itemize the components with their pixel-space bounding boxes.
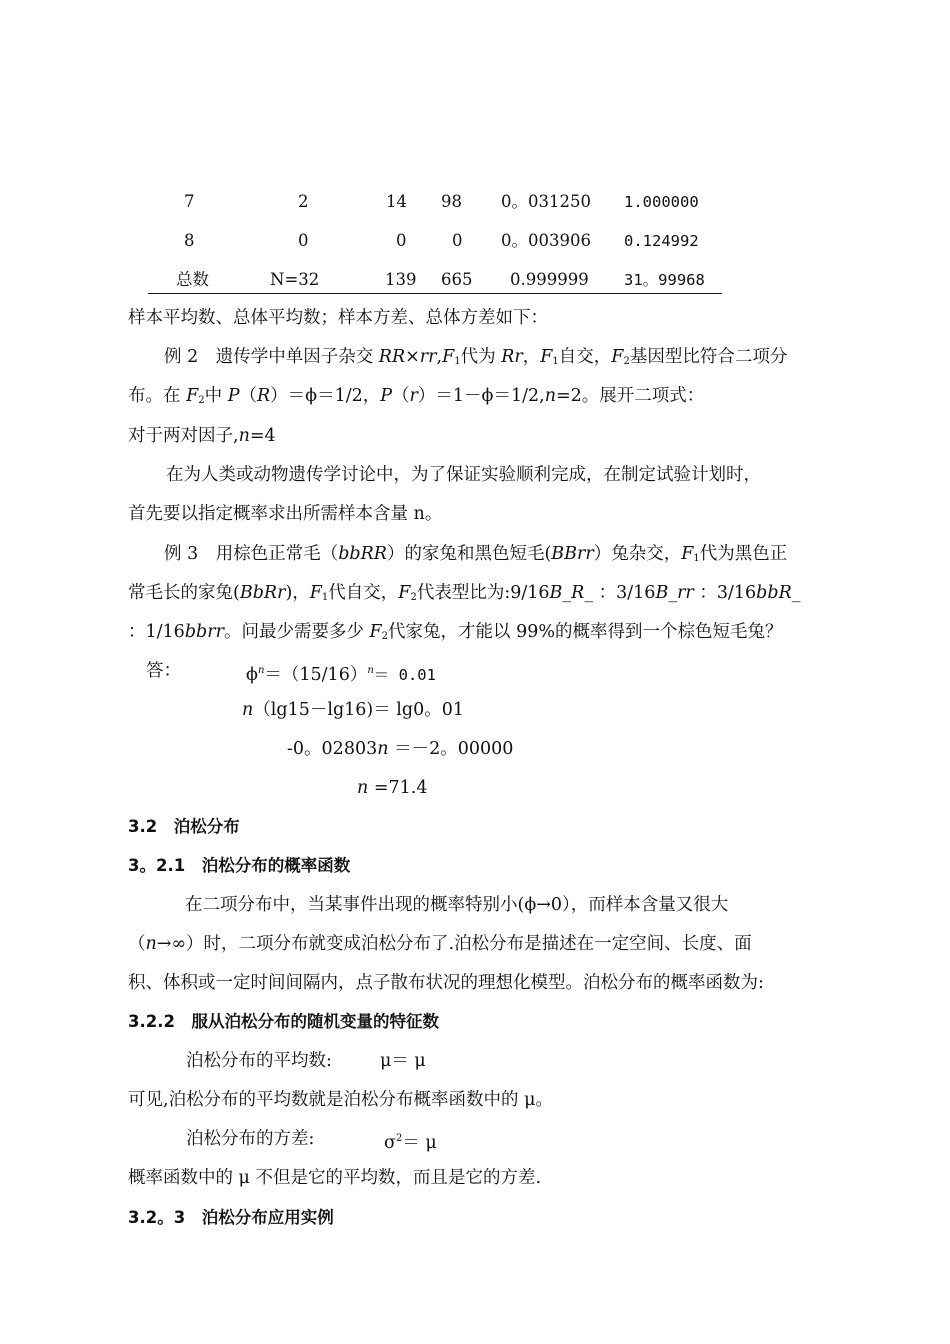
text-span: 2 — [410, 592, 417, 603]
text-span: 代为 — [460, 347, 502, 367]
text-span: 代自交， — [328, 583, 399, 603]
text-span: B_rr — [655, 583, 694, 603]
text-span: R — [256, 386, 271, 406]
equation-3 — [287, 738, 513, 760]
mean-equation: μ＝ μ — [380, 1051, 426, 1071]
mean-label: 泊松分布的平均数: — [186, 1051, 332, 1071]
text-span: （ — [128, 934, 146, 954]
text-span: ＝（15/16） — [264, 664, 368, 685]
text-span: F — [681, 544, 694, 564]
table-cell: 8 — [184, 231, 195, 250]
paragraph-poisson-2 — [128, 933, 752, 955]
table-cell: 665 — [441, 270, 473, 289]
text-span: →∞）时，二项分布就变成泊松分布了.泊松分布是描述在一定空间、长度、面 — [156, 934, 752, 954]
text-span: ＝－2。00000 — [388, 739, 514, 759]
table-cell: 98 — [441, 192, 462, 211]
table-cell: 31。99968 — [624, 271, 705, 289]
table-cell: 139 — [385, 270, 417, 289]
text-span: B_R_ — [549, 583, 594, 603]
example-3-line-1 — [164, 543, 787, 570]
text-span: 代表型比为:9/16 — [416, 583, 550, 603]
text-span: P — [227, 386, 240, 406]
section-heading-3-2-1: 3。2.1 泊松分布的概率函数 — [128, 856, 351, 875]
example-3-line-2 — [128, 582, 801, 609]
paragraph-sample-size-2: 首先要以指定概率求出所需样本含量 n。 — [128, 504, 443, 524]
text-span: F — [186, 386, 199, 406]
table-cell: 0 — [298, 231, 309, 250]
table-cell: 1.000000 — [624, 193, 699, 211]
text-span: F — [442, 347, 455, 367]
text-span: RR — [378, 347, 406, 367]
text-span: ， — [522, 347, 541, 367]
text-span: =2。展开二项式： — [555, 386, 705, 406]
variance-equation — [384, 1128, 437, 1154]
text-span: 2 — [395, 1133, 403, 1144]
paragraph-sample-size-1: 在为人类或动物遗传学讨论中，为了保证实验顺利完成，在制定试验计划时， — [166, 465, 761, 485]
text-span: 对于两对因子, — [128, 426, 239, 446]
text-span: F — [369, 622, 382, 642]
text-span: rr — [419, 347, 437, 367]
table-cell: 0 — [396, 231, 407, 250]
text-span: 2 — [623, 356, 630, 367]
text-span: σ — [384, 1132, 396, 1153]
table-cell: 2 — [298, 192, 309, 211]
table-cell: 0.124992 — [624, 232, 699, 250]
text-span: ：3/16 — [593, 583, 656, 603]
text-span: × — [405, 347, 420, 367]
text-span: ＝ 0.01 — [373, 665, 436, 684]
paragraph-poisson-3: 积、体积或一定时间间隔内，点子散布状况的理想化模型。泊松分布的概率函数为: — [128, 973, 764, 993]
text-span: 1 — [321, 592, 329, 603]
table-bottom-rule — [148, 293, 722, 294]
text-span: n — [544, 386, 556, 406]
variance-label: 泊松分布的方差: — [186, 1129, 315, 1149]
equation-2 — [242, 699, 464, 721]
text-span: 代为黑色正 — [699, 544, 788, 564]
paragraph-mean: 可见,泊松分布的平均数就是泊松分布概率函数中的 μ。 — [128, 1090, 553, 1110]
text-span: ）＝ϕ＝1/2， — [270, 386, 381, 406]
text-span: =4 — [249, 426, 276, 446]
text-span: n — [377, 739, 389, 759]
table-cell: 0。031250 — [501, 192, 591, 211]
text-span: 1 — [693, 553, 700, 564]
text-span: n — [357, 778, 369, 798]
text-span: n — [242, 700, 254, 720]
text-span: 2 — [198, 395, 205, 406]
text-span: 例 3 用棕色正常毛（ — [164, 544, 339, 564]
section-heading-3-2-3: 3.2。3 泊松分布应用实例 — [128, 1208, 334, 1227]
text-span: ＝ μ — [402, 1132, 437, 1153]
text-span: , — [436, 347, 443, 367]
text-span: -0。02803 — [287, 739, 378, 759]
text-span: （ — [392, 386, 410, 406]
text-span: )， — [285, 583, 310, 603]
table-cell: 14 — [386, 192, 407, 211]
text-span: ：3/16 — [693, 583, 757, 603]
text-span: 布。在 — [128, 386, 187, 406]
text-span: n — [145, 934, 157, 954]
text-span: F — [611, 347, 624, 367]
text-span: 1 — [454, 356, 461, 367]
text-span: 代家兔，才能以 99%的概率得到一个棕色短毛兔？ — [388, 622, 783, 642]
table-cell: 总数 — [176, 270, 209, 289]
text-span: 中 — [204, 386, 228, 406]
text-span: n — [367, 665, 374, 676]
paragraph-variance: 概率函数中的 μ 不但是它的平均数，而且是它的方差. — [128, 1168, 542, 1188]
text-span: r — [409, 386, 418, 406]
example-3-line-3 — [128, 621, 783, 648]
text-span: ：1/16 — [128, 622, 185, 642]
text-span: bbrr — [184, 622, 224, 642]
text-span: P — [380, 386, 393, 406]
table-cell: N=32 — [270, 270, 320, 289]
text-span: ϕ — [246, 664, 258, 685]
answer-label: 答： — [146, 661, 181, 681]
two-factors-line — [128, 425, 276, 447]
equation-4 — [357, 777, 427, 799]
text-span: =71.4 — [368, 778, 428, 798]
paragraph-sample-stats: 样本平均数、总体平均数；样本方差、总体方差如下： — [128, 308, 548, 328]
text-span: F — [398, 583, 411, 603]
text-span: n — [257, 665, 265, 676]
equation-1 — [246, 660, 436, 686]
text-span: BBrr — [551, 544, 594, 564]
table-cell: 0.999999 — [510, 270, 589, 289]
text-span: ）兔杂交， — [593, 544, 682, 564]
text-span: ）＝1－ϕ＝1/2, — [417, 386, 545, 406]
text-span: 常毛长的家兔( — [128, 583, 240, 603]
text-span: BbRr — [239, 583, 286, 603]
text-span: （ — [239, 386, 257, 406]
section-heading-3-2-2: 3.2.2 服从泊松分布的随机变量的特征数 — [128, 1012, 439, 1031]
text-span: F — [309, 583, 322, 603]
section-heading-3-2: 3.2 泊松分布 — [128, 817, 240, 836]
text-span: F — [540, 347, 553, 367]
text-span: bbR_ — [756, 583, 801, 603]
text-span: n — [238, 426, 250, 446]
text-span: 2 — [381, 631, 389, 642]
text-span: 1 — [552, 356, 559, 367]
table-cell: 7 — [184, 192, 195, 211]
table-cell: 0 — [452, 231, 463, 250]
text-span: Rr — [501, 347, 523, 367]
text-span: bbRR — [338, 544, 387, 564]
text-span: 自交， — [558, 347, 612, 367]
text-span: （lg15－lg16)＝ lg0。01 — [253, 700, 465, 720]
table-cell: 0。003906 — [501, 231, 591, 250]
text-span: 例 2 遗传学中单因子杂交 — [164, 347, 379, 367]
paragraph-poisson-1: 在二项分布中，当某事件出现的概率特别小(ϕ→0），而样本含量又很大 — [185, 895, 729, 915]
text-span: 。问最少需要多少 — [223, 622, 370, 642]
text-span: 基因型比符合二项分 — [629, 347, 788, 367]
example-2-line-2 — [128, 385, 704, 412]
example-2-line-1 — [164, 346, 787, 373]
text-span: ）的家兔和黑色短毛( — [386, 544, 552, 564]
